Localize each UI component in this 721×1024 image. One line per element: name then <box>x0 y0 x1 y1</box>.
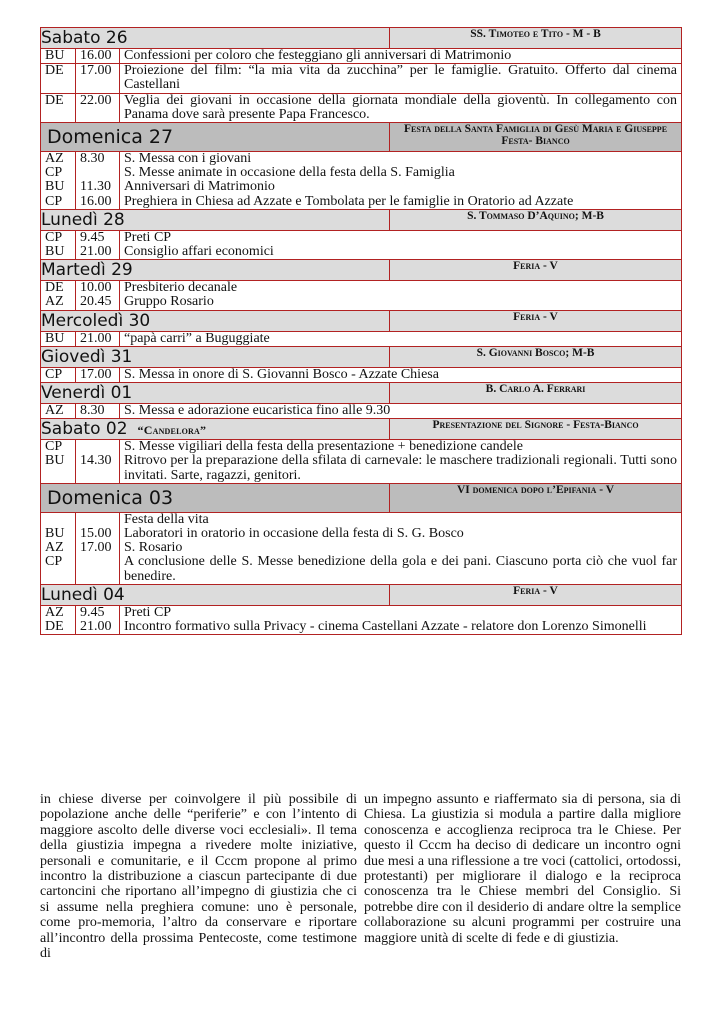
day-name: Lunedì 04 <box>41 584 125 605</box>
event-row <box>41 367 682 382</box>
event-description: S. Messe animate in occasione della festa della S. Famiglia <box>124 165 455 181</box>
location-code: CP <box>45 229 63 245</box>
time-cell <box>76 152 120 210</box>
day-title <box>41 123 390 152</box>
article-column-right: un impegno assunto e riaffermato sia di persona, sia di Chiesa. La giustizia si modula a partire dalla migliore conoscenza e accoglienza reciproca tra le Chiese. Per questo il Cccm ha deciso di dedicare un incontro ogni due mesi a una riflessione a tre voci (cattolici, ortodossi, protestanti) per migliorare il dialogo e la reciproca conoscenza tra le Chiese membri del Consiglio. Si potrebbe dire con il desiderio di andare oltre la semplice collaborazione su alcuni programmi per costruire una maggiore unità di scelte di fede e di giustizia. <box>364 792 681 946</box>
event-time: 20.45 <box>80 294 112 310</box>
article-column-left: in chiese diverse per coinvolgere il più possibile di popolazione anche delle “periferie” e con l’intento di maggiore ascolto delle diverse voci ecclesiali». Il tema della giustizia impegna a rivedere molte iniziative, personali e comunitarie, e il Cccm propone al primo incontro la distribuzione a ciascun partecipante di due cartoncini che riportano all’impegno di giustizia che ci si assume nella preghiera comune: uno è personale, come pro-memoria, l’altro da conservare e riportare all’incontro della prossima Pentecoste, come testimone di <box>40 792 357 962</box>
day-header <box>41 28 682 49</box>
event-description: Preti CP <box>124 604 172 620</box>
description-cell <box>120 281 682 310</box>
liturgical-note: VI domenica dopo l’Epifania - V <box>390 483 682 512</box>
time-cell <box>76 49 120 64</box>
event-row <box>41 281 682 310</box>
event-time: 8.30 <box>80 403 105 419</box>
location-code: AZ <box>45 294 64 310</box>
location-code: CP <box>45 165 63 181</box>
time-cell <box>76 64 120 93</box>
event-description: Laboratori in oratorio in occasione della festa di S. G. Bosco <box>124 526 464 542</box>
liturgical-note: Feria - V <box>390 260 682 281</box>
location-cell <box>41 152 76 210</box>
day-title <box>41 28 390 49</box>
event-time: 21.00 <box>80 619 112 635</box>
day-name: Giovedì 31 <box>41 346 133 367</box>
event-time: 8.30 <box>80 151 105 167</box>
day-title <box>41 419 390 440</box>
event-time: 10.00 <box>80 280 112 296</box>
description-cell <box>120 64 682 93</box>
day-title <box>41 584 390 605</box>
location-code: AZ <box>45 540 64 556</box>
event-time: 22.00 <box>80 92 112 108</box>
event-description: S. Messa e adorazione eucaristica fino alle 9.30 <box>124 403 391 419</box>
location-code: AZ <box>45 604 64 620</box>
event-row <box>41 331 682 346</box>
event-time: 9.45 <box>80 229 105 245</box>
location-code: DE <box>45 280 64 296</box>
location-cell <box>41 230 76 259</box>
day-header <box>41 483 682 512</box>
event-description: Preghiera in Chiesa ad Azzate e Tombolata per le famiglie in Oratorio ad Azzate <box>124 193 574 209</box>
location-code: BU <box>45 453 65 469</box>
event-time: 17.00 <box>80 366 112 382</box>
location-code: BU <box>45 48 65 63</box>
location-code: CP <box>45 439 63 455</box>
event-row <box>41 64 682 93</box>
location-code: AZ <box>45 151 64 167</box>
liturgical-note: Feria - V <box>390 584 682 605</box>
location-cell <box>41 93 76 122</box>
day-name: Venerdì 01 <box>41 383 133 404</box>
event-row <box>41 230 682 259</box>
location-code: CP <box>45 366 63 382</box>
time-cell <box>76 512 120 584</box>
event-time: 16.00 <box>80 48 112 63</box>
day-header <box>41 123 682 152</box>
day-note: “Candelora” <box>137 423 207 438</box>
event-row <box>41 440 682 484</box>
event-description: A conclusione delle S. Messe benedizione della gola e dei pani. Ciascuno porta ciò che vuol far benedire. <box>124 554 678 584</box>
description-cell <box>120 93 682 122</box>
event-description: Consiglio affari economici <box>124 244 274 260</box>
day-title <box>41 260 390 281</box>
weekly-calendar <box>40 27 681 635</box>
description-cell <box>120 440 682 484</box>
event-time: 16.00 <box>80 193 112 209</box>
event-time: 15.00 <box>80 526 112 542</box>
event-row <box>41 49 682 64</box>
time-cell <box>76 404 120 419</box>
event-time <box>80 166 119 180</box>
location-cell <box>41 331 76 346</box>
event-description: S. Messe vigiliari della festa della presentazione + benedizione candele <box>124 439 523 455</box>
time-cell <box>76 230 120 259</box>
day-title <box>41 310 390 331</box>
description-cell <box>120 404 682 419</box>
location-code: AZ <box>45 403 64 419</box>
event-description: Anniversari di Matrimonio <box>124 179 275 195</box>
location-cell <box>41 281 76 310</box>
event-description: Proiezione del film: “la mia vita da zucchina” per le famiglie. Gratuito. Offerto dal cinema Castellani <box>124 63 678 93</box>
location-code: CP <box>45 554 63 570</box>
liturgical-note: SS. Timoteo e Tito - M - B <box>390 28 682 49</box>
event-row <box>41 93 682 122</box>
day-header <box>41 260 682 281</box>
event-time: 21.00 <box>80 330 112 346</box>
location-code: BU <box>45 179 65 195</box>
liturgical-note: B. Carlo A. Ferrari <box>390 383 682 404</box>
description-cell <box>120 605 682 634</box>
liturgical-note: Feria - V <box>390 310 682 331</box>
location-code: DE <box>45 619 64 635</box>
description-cell <box>120 49 682 64</box>
day-name: Mercoledì 30 <box>41 310 151 331</box>
event-time <box>80 555 119 569</box>
description-cell <box>120 331 682 346</box>
location-code: CP <box>45 193 63 209</box>
description-cell <box>120 512 682 584</box>
day-name: Martedì 29 <box>41 260 133 281</box>
event-time: 17.00 <box>80 540 112 556</box>
location-code: BU <box>45 330 65 346</box>
day-header <box>41 209 682 230</box>
time-cell <box>76 367 120 382</box>
event-description: Gruppo Rosario <box>124 294 214 310</box>
event-description: Confessioni per coloro che festeggiano gli anniversari di Matrimonio <box>124 48 512 63</box>
day-title <box>41 346 390 367</box>
location-cell <box>41 512 76 584</box>
location-cell <box>41 64 76 93</box>
event-row <box>41 605 682 634</box>
location-code: DE <box>45 63 64 79</box>
location-cell <box>41 404 76 419</box>
day-title <box>41 383 390 404</box>
location-cell <box>41 440 76 484</box>
article-text <box>40 792 681 961</box>
event-time: 11.30 <box>80 179 111 195</box>
event-description: Festa della vita <box>124 511 209 527</box>
day-header <box>41 383 682 404</box>
calendar-table <box>40 27 682 635</box>
location-cell <box>41 605 76 634</box>
location-code: BU <box>45 526 65 542</box>
event-row <box>41 152 682 210</box>
liturgical-note: S. Tommaso D’Aquino; M-B <box>390 209 682 230</box>
day-title <box>41 209 390 230</box>
time-cell <box>76 281 120 310</box>
event-time: 21.00 <box>80 244 112 260</box>
liturgical-note: Presentazione del Signore - Festa-Bianco <box>390 419 682 440</box>
event-description: Presbiterio decanale <box>124 280 238 296</box>
day-name: Sabato 02 <box>41 419 128 440</box>
day-name: Lunedì 28 <box>41 209 125 230</box>
event-description: “papà carri” a Buguggiate <box>124 330 270 346</box>
time-cell <box>76 93 120 122</box>
day-header <box>41 310 682 331</box>
description-cell <box>120 152 682 210</box>
day-name: Domenica 27 <box>47 126 174 149</box>
event-description: Preti CP <box>124 229 172 245</box>
day-header <box>41 346 682 367</box>
location-cell <box>41 49 76 64</box>
location-cell <box>41 367 76 382</box>
event-description: S. Rosario <box>124 540 183 556</box>
day-name: Sabato 26 <box>41 28 128 48</box>
event-description: Ritrovo per la preparazione della sfilata di carnevale: le maschere tradizionali regionali. Tutti sono invitati. Sarte, ragazzi, genitori. <box>124 453 678 483</box>
event-description: S. Messa in onore di S. Giovanni Bosco - Azzate Chiesa <box>124 366 439 382</box>
event-row <box>41 512 682 584</box>
event-time <box>80 513 119 527</box>
event-time: 9.45 <box>80 604 105 620</box>
description-cell <box>120 230 682 259</box>
location-code: BU <box>45 244 65 260</box>
event-description: Incontro formativo sulla Privacy - cinema Castellani Azzate - relatore don Lorenzo Simonelli <box>124 619 647 635</box>
event-description: Veglia dei giovani in occasione della giornata mondiale della gioventù. In collegamento con Panama dove sarà presente Papa Francesco. <box>124 92 678 122</box>
time-cell <box>76 605 120 634</box>
event-row <box>41 404 682 419</box>
event-description: S. Messa con i giovani <box>124 151 252 167</box>
location-code <box>45 513 75 527</box>
day-name: Domenica 03 <box>47 486 174 509</box>
liturgical-note: S. Giovanni Bosco; M-B <box>390 346 682 367</box>
description-cell <box>120 367 682 382</box>
event-time: 17.00 <box>80 63 112 79</box>
time-cell <box>76 331 120 346</box>
day-header <box>41 584 682 605</box>
day-title <box>41 483 390 512</box>
time-cell <box>76 440 120 484</box>
location-code: DE <box>45 92 64 108</box>
day-header <box>41 419 682 440</box>
liturgical-note: Festa della Santa Famiglia di Gesù Maria e Giuseppe Festa- Bianco <box>390 123 682 152</box>
event-time: 14.30 <box>80 453 112 469</box>
event-time <box>80 440 119 454</box>
